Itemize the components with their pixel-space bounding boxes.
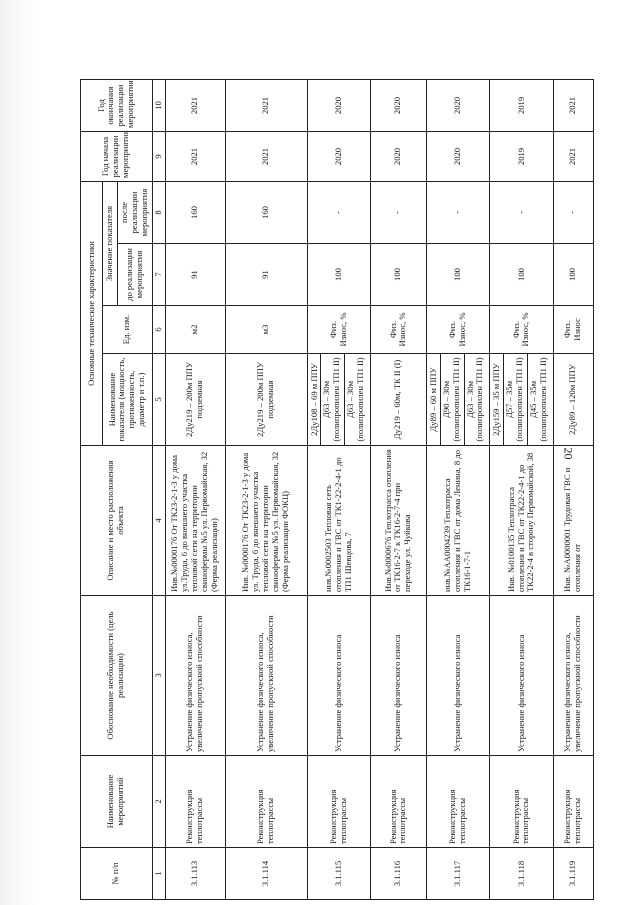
- row-param-main: Ду89 – 60 м ППУ: [427, 367, 438, 432]
- row-measure-name: Реконструкция теплотрассы: [370, 756, 426, 848]
- row-unit: Физ. Износ, %: [307, 306, 370, 354]
- row-number: 3.1.115: [307, 848, 370, 900]
- column-index: 4: [152, 446, 165, 596]
- row-end-year: 2021: [553, 80, 593, 132]
- row-start-year: 2020: [426, 132, 489, 182]
- header-main-chars: Основные технические характеристики: [81, 182, 103, 446]
- header-before: до реализации мероприятия: [117, 244, 152, 306]
- row-before: 100: [307, 244, 370, 306]
- row-reason: Устранение физического износа: [426, 596, 489, 756]
- header-values: Значение показателя: [103, 182, 118, 306]
- row-reason: Устранение физического износа, увеличение пропускной способности: [553, 596, 593, 756]
- row-after: 160: [225, 182, 307, 244]
- header-param-name: Наименование показателя (мощность, протяженность, диаметр и т.п.): [103, 354, 153, 446]
- measures-table: [80, 79, 594, 900]
- row-number: 3.1.119: [553, 848, 593, 900]
- row-before: 91: [225, 244, 307, 306]
- document-table-rotated: [80, 80, 583, 900]
- row-number: 3.1.118: [490, 848, 553, 900]
- row-number: 3.1.116: [370, 848, 426, 900]
- row-end-year: 2021: [165, 80, 225, 132]
- row-end-year: 2019: [490, 80, 553, 132]
- row-before: 100: [370, 244, 426, 306]
- row-param: [307, 354, 370, 446]
- row-start-year: 2021: [553, 132, 593, 182]
- row-unit: Физ. Износ: [553, 306, 593, 354]
- column-index: 10: [152, 80, 165, 132]
- row-number: 3.1.113: [165, 848, 225, 900]
- row-measure-name: Реконструкция теплотрассы: [426, 756, 489, 848]
- row-reason: Устранение физического износа, увеличение пропускной способности: [165, 596, 225, 756]
- row-number: 3.1.117: [426, 848, 489, 900]
- column-index: 7: [152, 244, 165, 306]
- row-end-year: 2020: [307, 80, 370, 132]
- row-param-sub: Д45 – 35м (полипропилен ТП1 II): [527, 354, 550, 445]
- table-row: [490, 80, 553, 900]
- row-measure-name: Реконструкция теплотрассы: [490, 756, 553, 848]
- row-unit: Физ. Износ, %: [490, 306, 553, 354]
- row-param: 2Ду219 – 200м ППУ подземная: [225, 354, 307, 446]
- row-param: [490, 354, 553, 446]
- row-param: [426, 354, 489, 446]
- table-row: [307, 80, 370, 900]
- row-object: инв.№АА0004239 Теплотрасса отопления и ГВС от дома Ленина, 8 до ТК16-1-7-1: [426, 446, 489, 596]
- row-param-sub: Д63 – 30м (полипропилен ТП1 II): [320, 354, 343, 445]
- row-object: инв.№0002503 Тепловая сеть отопления и ГВС от ТК1-22-2-4-1 до ТП1 Шевцова, 7: [307, 446, 370, 596]
- row-after: -: [490, 182, 553, 244]
- row-unit: м2: [165, 306, 225, 354]
- row-object: Инв. №0100135 Теплотрасса отопления и ГВС от ТК22-2-4-1 до ТК22-2-4 в сторону Первомайской, 38: [490, 446, 553, 596]
- column-index: 8: [152, 182, 165, 244]
- row-before: 100: [553, 244, 593, 306]
- row-reason: Устранение физического износа: [370, 596, 426, 756]
- row-param-sub: Д57 – 35м (полипропилен ТП1 II): [503, 354, 526, 445]
- table-row: [426, 80, 489, 900]
- row-param-sub: Д90 – 30м (полипропилен ТП1 II): [440, 354, 463, 445]
- row-start-year: 2020: [370, 132, 426, 182]
- table-row: [165, 80, 225, 900]
- column-index: 2: [152, 756, 165, 848]
- row-after: -: [426, 182, 489, 244]
- header-object: Описание и место расположения объекта: [81, 446, 153, 596]
- column-index: 6: [152, 306, 165, 354]
- row-unit: Физ. Износ, %: [426, 306, 489, 354]
- row-measure-name: Реконструкция теплотрассы: [225, 756, 307, 848]
- header-start-year: Год начала реализации мероприятия: [81, 132, 153, 182]
- row-reason: Устранение физического износа: [490, 596, 553, 756]
- row-before: 91: [165, 244, 225, 306]
- row-param-sub: Д63 – 30м (полипропилен ТП1 II): [344, 354, 367, 445]
- row-after: 160: [165, 182, 225, 244]
- row-param-main: 2Ду108 – 69 м ППУ: [308, 363, 319, 436]
- row-reason: Устранение физического износа, увеличение пропускной способности: [225, 596, 307, 756]
- row-measure-name: Реконструкция теплотрассы: [307, 756, 370, 848]
- row-unit: м3: [225, 306, 307, 354]
- row-end-year: 2020: [370, 80, 426, 132]
- row-start-year: 2019: [490, 132, 553, 182]
- header-end-year: Год окончания реализации мероприятия: [81, 80, 153, 132]
- row-object: Инв.№0000176 От ТК23-2-1-3 у дома ул.Труда, 6 до внешнего участка тепловой сети на территории свинофермы №5 ул. Первомайская, 32 (Ферма реализации): [165, 446, 225, 596]
- row-number: 3.1.114: [225, 848, 307, 900]
- column-index: 3: [152, 596, 165, 756]
- row-reason: Устранение физического износа: [307, 596, 370, 756]
- row-unit: Физ. Износ, %: [370, 306, 426, 354]
- header-reason: Обоснование необходимости (цель реализации): [81, 596, 153, 756]
- row-start-year: 2021: [165, 132, 225, 182]
- table-row: [370, 80, 426, 900]
- column-index: 9: [152, 132, 165, 182]
- page-number: 20: [561, 447, 576, 460]
- column-index: 5: [152, 354, 165, 446]
- row-start-year: 2020: [307, 132, 370, 182]
- row-before: 100: [490, 244, 553, 306]
- column-index: 1: [152, 848, 165, 900]
- row-param: 2Ду219 – 200м ППУ подземная: [165, 354, 225, 446]
- row-after: -: [553, 182, 593, 244]
- row-param: Ду219 – 60м, ТК II (I): [370, 354, 426, 446]
- row-before: 100: [426, 244, 489, 306]
- header-after: после реализации мероприятия: [117, 182, 152, 244]
- header-no: № п/п: [81, 848, 153, 900]
- row-end-year: 2020: [426, 80, 489, 132]
- table-row: [553, 80, 593, 900]
- header-name: Наименование мероприятий: [81, 756, 153, 848]
- table-row: [225, 80, 307, 900]
- row-object: Инв.№0000676 Теплотрасса отопления от ТК16-2-7 к ТК16-2-7-4 при переходе ул. Чуйкова: [370, 446, 426, 596]
- column-index-row: [152, 80, 165, 900]
- row-measure-name: Реконструкция теплотрассы: [165, 756, 225, 848]
- row-end-year: 2021: [225, 80, 307, 132]
- row-object: Инв. №0000176 От ТК23-2-1-3 у дома ул. Труда, 6 до внешнего участка тепловой сети на территории свинофермы №5 ул. Первомайская, 32 (Ферма реализации ФОКЦ): [225, 446, 307, 596]
- row-param-main: 2Ду159 – 35 м ППУ: [491, 363, 502, 436]
- row-after: -: [307, 182, 370, 244]
- row-start-year: 2021: [225, 132, 307, 182]
- row-param-sub: Д63 – 30м (полипропилен ТП1 II): [464, 354, 487, 445]
- row-measure-name: Реконструкция теплотрассы: [553, 756, 593, 848]
- scan-edge: [0, 0, 40, 905]
- header-unit: Ед. изм.: [103, 306, 153, 354]
- row-after: -: [370, 182, 426, 244]
- row-param: 2Ду89 – 120м ППУ: [553, 354, 593, 446]
- row-object: Инв. №А0000001 Трудовая ГВС и отопления от: [553, 446, 593, 596]
